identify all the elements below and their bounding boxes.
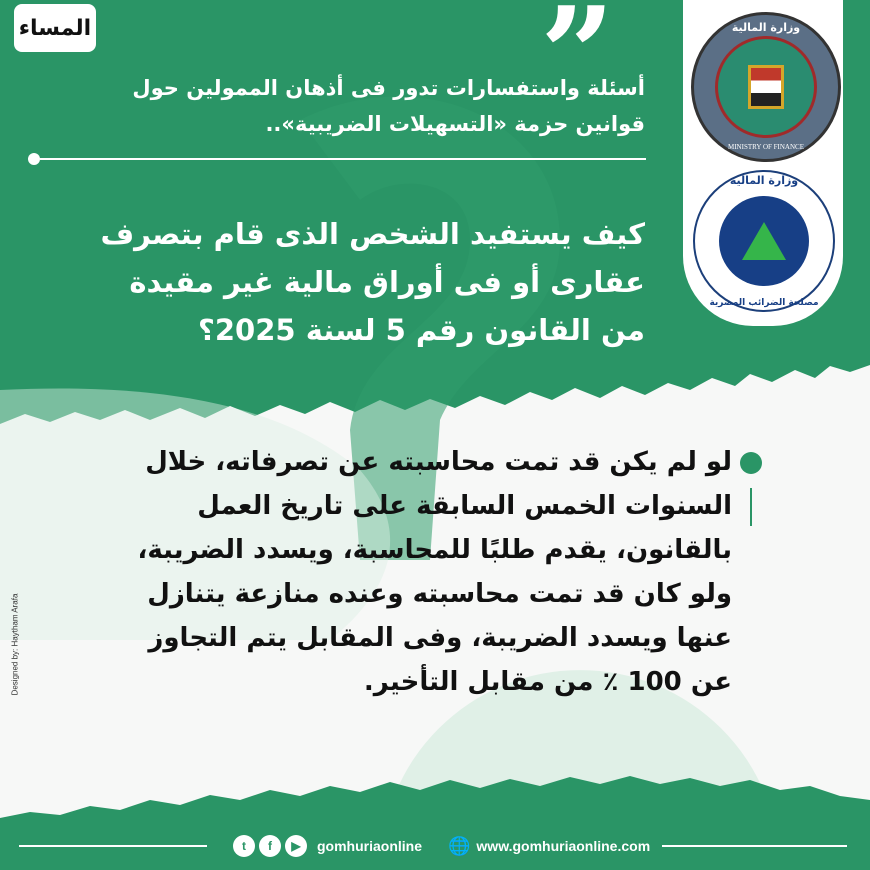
triangle-emblem-icon bbox=[742, 222, 786, 260]
tax-authority-bottom-text: مصلحة الضرائب المصرية bbox=[709, 298, 819, 308]
question-line: من القانون رقم 5 لسنة 2025؟ bbox=[198, 313, 645, 347]
answer-line: ولو كان قد تمت محاسبته وعنده منازعة يتنازل bbox=[147, 579, 732, 609]
bullet-dot bbox=[740, 452, 762, 474]
question-line: كيف يستفيد الشخص الذى قام بتصرف bbox=[100, 217, 645, 251]
intro-line: قوانين حزمة «التسهيلات الضريبية».. bbox=[265, 112, 645, 136]
tax-authority-top-text: وزارة المالية bbox=[729, 174, 799, 187]
website-link[interactable]: www.gomhuriaonline.com bbox=[476, 838, 651, 854]
divider bbox=[40, 158, 646, 160]
youtube-icon[interactable]: ▶ bbox=[285, 835, 307, 857]
eagle-emblem-icon bbox=[748, 65, 784, 109]
designer-credit: Designed by: Haytham Arafa bbox=[10, 593, 20, 696]
logos-panel bbox=[683, 0, 843, 326]
answer-line: بالقانون، يقدم طلبًا للمحاسبة، ويسدد الضريبة، bbox=[137, 535, 732, 565]
ministry-arabic-text: وزارة المالية bbox=[731, 21, 801, 34]
twitter-icon[interactable]: t bbox=[233, 835, 255, 857]
divider-dot bbox=[28, 153, 40, 165]
answer-line: عنها ويسدد الضريبة، وفى المقابل يتم التجاوز bbox=[148, 623, 732, 653]
footer-line-left bbox=[19, 845, 207, 847]
globe-icon: 🌐 bbox=[448, 835, 471, 856]
facebook-icon[interactable]: f bbox=[259, 835, 281, 857]
answer-line: السنوات الخمس السابقة على تاريخ العمل bbox=[197, 491, 732, 521]
intro-line: أسئلة واستفسارات تدور فى أذهان الممولين حول bbox=[132, 76, 645, 100]
ministry-english-text: MINISTRY OF FINANCE bbox=[728, 143, 804, 151]
intro-text bbox=[132, 70, 645, 142]
question-line: عقارى أو فى أوراق مالية غير مقيدة bbox=[129, 265, 645, 299]
almasaa-logo bbox=[14, 4, 96, 52]
ministry-of-finance-seal bbox=[691, 12, 841, 162]
tax-authority-seal bbox=[693, 170, 835, 312]
answer-line: عن 100 ٪ من مقابل التأخير. bbox=[363, 667, 732, 697]
bullet-line bbox=[750, 488, 752, 526]
footer-line-right bbox=[662, 845, 847, 847]
answer-line: لو لم يكن قد تمت محاسبته عن تصرفاته، خلال bbox=[145, 447, 732, 477]
social-handle[interactable]: gomhuriaonline bbox=[317, 838, 422, 854]
logo-text: المساء bbox=[18, 15, 92, 41]
footer bbox=[0, 828, 870, 864]
answer-text bbox=[137, 440, 732, 704]
quote-mark-icon: ” bbox=[540, 0, 615, 131]
question-heading bbox=[100, 210, 645, 354]
